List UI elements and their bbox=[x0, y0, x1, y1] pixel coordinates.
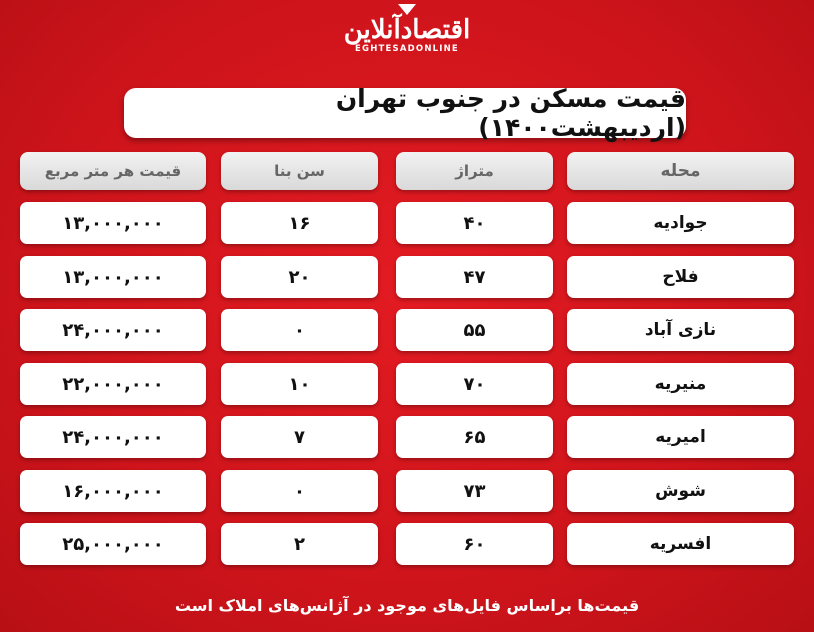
cell-building-age: ۰ bbox=[221, 309, 378, 351]
footnote: قیمت‌ها براساس فایل‌های موجود در آژانس‌های املاک است bbox=[174, 596, 640, 615]
cell-neighborhood: نازی آباد bbox=[567, 309, 794, 351]
cell-neighborhood: افسریه bbox=[567, 523, 794, 565]
cell-building-age: ۱۶ bbox=[221, 202, 378, 244]
cell-price-per-meter: ۱۳,۰۰۰,۰۰۰ bbox=[20, 202, 206, 244]
cell-price-per-meter: ۲۵,۰۰۰,۰۰۰ bbox=[20, 523, 206, 565]
cell-price-per-meter: ۲۴,۰۰۰,۰۰۰ bbox=[20, 309, 206, 351]
cell-area: ۵۵ bbox=[396, 309, 553, 351]
cell-neighborhood: امیریه bbox=[567, 416, 794, 458]
cell-area: ۴۷ bbox=[396, 256, 553, 298]
cell-neighborhood: منیریه bbox=[567, 363, 794, 405]
cell-price-per-meter: ۲۲,۰۰۰,۰۰۰ bbox=[20, 363, 206, 405]
logo-text: اقتصادآنلاین bbox=[343, 15, 471, 45]
header-price-per-meter: قیمت هر متر مربع bbox=[20, 152, 206, 190]
cell-price-per-meter: ۱۶,۰۰۰,۰۰۰ bbox=[20, 470, 206, 512]
cell-area: ۶۰ bbox=[396, 523, 553, 565]
cell-neighborhood: فلاح bbox=[567, 256, 794, 298]
cell-price-per-meter: ۱۳,۰۰۰,۰۰۰ bbox=[20, 256, 206, 298]
cell-area: ۴۰ bbox=[396, 202, 553, 244]
cell-neighborhood: جوادیه bbox=[567, 202, 794, 244]
header-building-age: سن بنا bbox=[221, 152, 378, 190]
cell-building-age: ۲۰ bbox=[221, 256, 378, 298]
page-title: قیمت مسکن در جنوب تهران (اردیبهشت۱۴۰۰) bbox=[124, 88, 686, 138]
cell-area: ۷۳ bbox=[396, 470, 553, 512]
cell-area: ۶۵ bbox=[396, 416, 553, 458]
cell-building-age: ۰ bbox=[221, 470, 378, 512]
header-area: متراژ bbox=[396, 152, 553, 190]
cell-neighborhood: شوش bbox=[567, 470, 794, 512]
cell-building-age: ۷ bbox=[221, 416, 378, 458]
cell-building-age: ۲ bbox=[221, 523, 378, 565]
cell-price-per-meter: ۲۴,۰۰۰,۰۰۰ bbox=[20, 416, 206, 458]
cell-building-age: ۱۰ bbox=[221, 363, 378, 405]
header-neighborhood: محله bbox=[567, 152, 794, 190]
cell-area: ۷۰ bbox=[396, 363, 553, 405]
logo-subtext: EGHTESADONLINE bbox=[355, 44, 459, 54]
